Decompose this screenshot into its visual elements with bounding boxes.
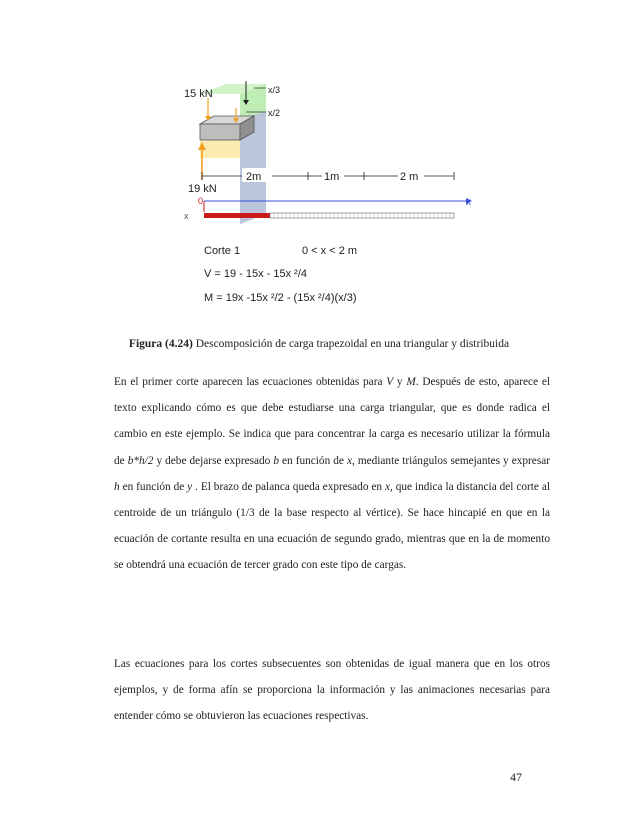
equation-moment: M = 19x -15x ²/2 - (15x ²/4)(x/3) <box>204 292 357 304</box>
paragraph-1 <box>114 369 550 579</box>
cut-title: Corte 1 <box>204 245 241 257</box>
symbol-x: x <box>346 454 352 467</box>
equation-shear: V = 19 - 15x - 15x ²/4 <box>204 268 308 280</box>
text-run: , mediante triángulos semejantes y expresar <box>351 454 550 467</box>
symbol-m: M <box>406 376 416 388</box>
figure-caption <box>0 338 638 350</box>
label-x2: x/2 <box>268 108 281 118</box>
text-run: En el primer corte aparecen las ecuaciones obtenidas para <box>114 376 387 388</box>
cut-bar-red <box>204 213 270 218</box>
axis-x-left-label: x <box>184 211 189 221</box>
text-run: en función de <box>279 454 347 467</box>
symbol-b: b <box>273 454 279 467</box>
symbol-v: V <box>386 376 394 388</box>
dim-label-1m: 1m <box>324 171 340 183</box>
paragraph-2: Las ecuaciones para los cortes subsecuentes son obtenidas de igual manera que en los otros ejemplos, y de forma afín se proporciona la información y las animaciones necesarias para entender cómo se obtuvieron las ecuaciones respectivas. <box>114 658 550 723</box>
text-run: y debe dejarse expresado <box>153 454 274 467</box>
reaction-label: 19 kN <box>188 183 217 195</box>
symbol-x: x <box>384 480 390 493</box>
cut-range: 0 < x < 2 m <box>302 245 358 257</box>
dim-label-2m-a: 2m <box>246 171 262 183</box>
figure <box>170 76 482 316</box>
text-run: . Después de esto, aparece el texto explicando cómo es que debe estudiarse una carga triangular, que es donde radica el cambio en este ejemplo. Se indica que para concentrar la carga es necesario utilizar la fórmula de <box>114 376 551 467</box>
symbol-y: y <box>187 480 193 493</box>
axis-x-label: x <box>466 197 471 208</box>
axis-zero: 0 <box>198 196 204 206</box>
text-run: y <box>393 376 407 388</box>
dim-label-2m-b: 2 m <box>400 171 419 183</box>
text-run: , que indica la distancia del corte al centroide de un triángulo (1/3 de la base respecto al vértice). Se hace hincapié en que en la ecuación de cortante resulta en una ecuación de segundo grado, mientras que en la de momento se obtendrá una ecuación de tercer grado con este tipo de cargas. <box>114 480 550 572</box>
page-number: 47 <box>510 770 522 784</box>
formula: b*h/2 <box>127 454 154 467</box>
beam-front <box>200 124 240 140</box>
symbol-h: h <box>114 480 120 493</box>
text-run: en función de <box>119 480 188 493</box>
text-run: . El brazo de palanca queda expresado en <box>192 480 385 493</box>
figure-label: Figura (4.24) <box>128 338 193 350</box>
label-x3: x/3 <box>268 85 281 95</box>
load-label: 15 kN <box>184 88 213 100</box>
figure-caption-text: Descomposición de carga trapezoidal en una triangular y distribuida <box>192 338 510 350</box>
